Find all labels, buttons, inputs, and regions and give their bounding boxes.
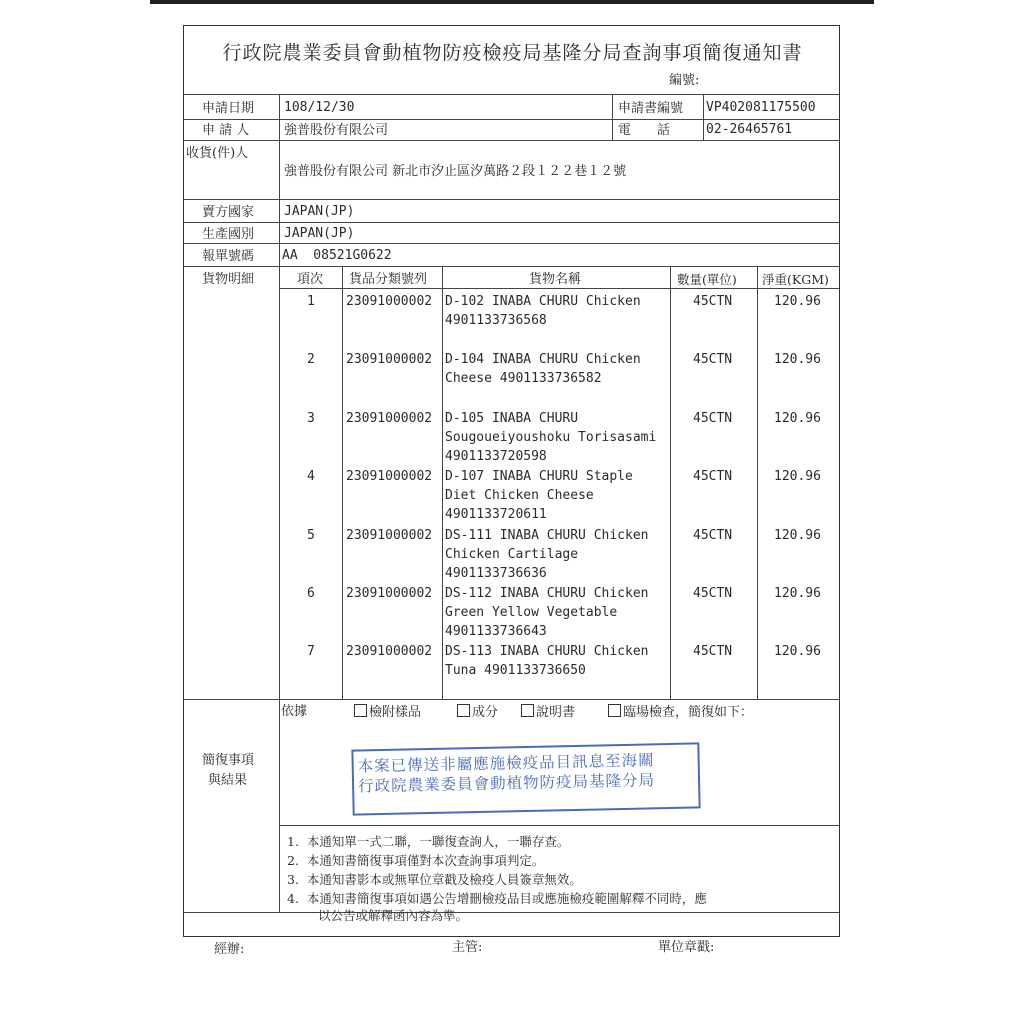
note-4-continued: 以公告或解釋函內容為準。 <box>318 908 469 923</box>
phone-label: 電 話 <box>618 123 671 138</box>
serial-label: 編號: <box>669 73 700 88</box>
checkbox-icon <box>354 704 367 717</box>
app-no: VP402081175500 <box>706 100 816 115</box>
col-item: 項次 <box>297 272 324 287</box>
checkbox-icon <box>608 704 621 717</box>
seller-label: 賣方國家 <box>202 205 255 220</box>
handler-label: 經辦: <box>214 942 245 957</box>
phone: 02-26465761 <box>706 122 793 137</box>
basis-label: 依據 <box>281 704 308 719</box>
checkbox-icon <box>521 704 534 717</box>
app-no-label: 申請書編號 <box>618 101 684 116</box>
goods-label: 貨物明細 <box>202 272 255 287</box>
origin: JAPAN(JP) <box>284 226 355 241</box>
col-qty: 數量(單位) <box>677 272 737 287</box>
consignee: 強普股份有限公司 新北市汐止區汐萬路２段１２２巷１２號 <box>284 164 627 179</box>
col-name: 貨物名稱 <box>529 272 582 287</box>
seal-label: 單位章戳: <box>658 940 715 955</box>
form-title: 行政院農業委員會動植物防疫檢疫局基隆分局查詢事項簡復通知書 <box>222 42 803 64</box>
checkbox-sample: 檢附樣品 <box>354 704 421 721</box>
apply-date-label: 申請日期 <box>202 101 255 116</box>
decl-number: AA 08521G0622 <box>282 248 392 263</box>
checkbox-icon <box>457 704 470 717</box>
checkbox-ingredient: 成分 <box>457 704 498 721</box>
applicant: 強普股份有限公司 <box>284 123 389 138</box>
checkbox-manual: 說明書 <box>521 704 575 721</box>
checkbox-inspection: 臨場檢查，簡復如下： <box>608 704 753 721</box>
supervisor-label: 主管: <box>452 940 483 955</box>
notification-form: 行政院農業委員會動植物防疫檢疫局基隆分局查詢事項簡復通知書 編號: 申請日期 108/12/30 申請書編號 VP402081175500 申 請 人 強普股份有限公司 電 話 02-26465761 收貨(件)人 強普股份有限公司 新北市汐止區汐萬路２段１２２巷１２號 賣方國家 JAPAN(JP) 生產國別 JAPAN(JP) 報單號碼 AA 08521G0622 貨物明細 項次 貨品分類號列 貨物名稱 數量(單位) 淨重(KGM) 1 23091000002 D-102 INABA CHURU Chicken 4901133736568 45CTN 120.96 2 23091000002 D-104 INABA CHURU Chicken Cheese 4901133736582 45CTN 120.96 3 23091000002 D-105 INABA CHURU Sougoueiyoushoku Torisasami 4901133720598 45CTN 120.96 4 23091000002 D-107 INABA CHURU Staple Diet Chicken Cheese 4901133720611 45CTN 120.96 5 23091000002 DS-111 INABA CHURU Chicken Chicken Cartilage 4901133736636 45CTN 120.96 6 23091000002 DS-112 INABA CHURU Chicken Green Yellow Vegetable 4901133736643 45CTN 120.96 7 23091000002 DS-113 INABA CHURU Chicken Tuna 4901133736650 45CTN 120.96 依據 檢附樣品 成分 說明書 臨場檢查，簡復如下： 簡復事項 與結果 1. 本通知單一式二聯，一聯復查詢人，一聯存查。 2. 本通知書簡復事項僅對本次查詢事項判定。 3. 本通知書影本或無單位章戳及檢疫人員簽章無效。 4. 本通知書簡復事項如遇公告增刪檢疫品目或應施檢疫範圍解釋不同時，應 <box>183 25 840 937</box>
col-code: 貨品分類號列 <box>349 272 428 287</box>
reply-label-2: 與結果 <box>208 773 248 788</box>
applicant-label: 申 請 人 <box>202 123 250 138</box>
scan-edge <box>150 0 874 4</box>
reply-label-1: 簡復事項 <box>202 753 255 768</box>
origin-label: 生產國別 <box>202 227 255 242</box>
apply-date: 108/12/30 <box>284 100 355 115</box>
decl-label: 報單號碼 <box>202 249 255 264</box>
clearance-stamp: 本案已傳送非屬應施檢疫品目訊息至海關 行政院農業委員會動植物防疫局基隆分局 <box>351 742 700 815</box>
consignee-label: 收貨(件)人 <box>186 146 249 161</box>
col-weight: 淨重(KGM) <box>762 272 829 287</box>
seller: JAPAN(JP) <box>284 204 355 219</box>
